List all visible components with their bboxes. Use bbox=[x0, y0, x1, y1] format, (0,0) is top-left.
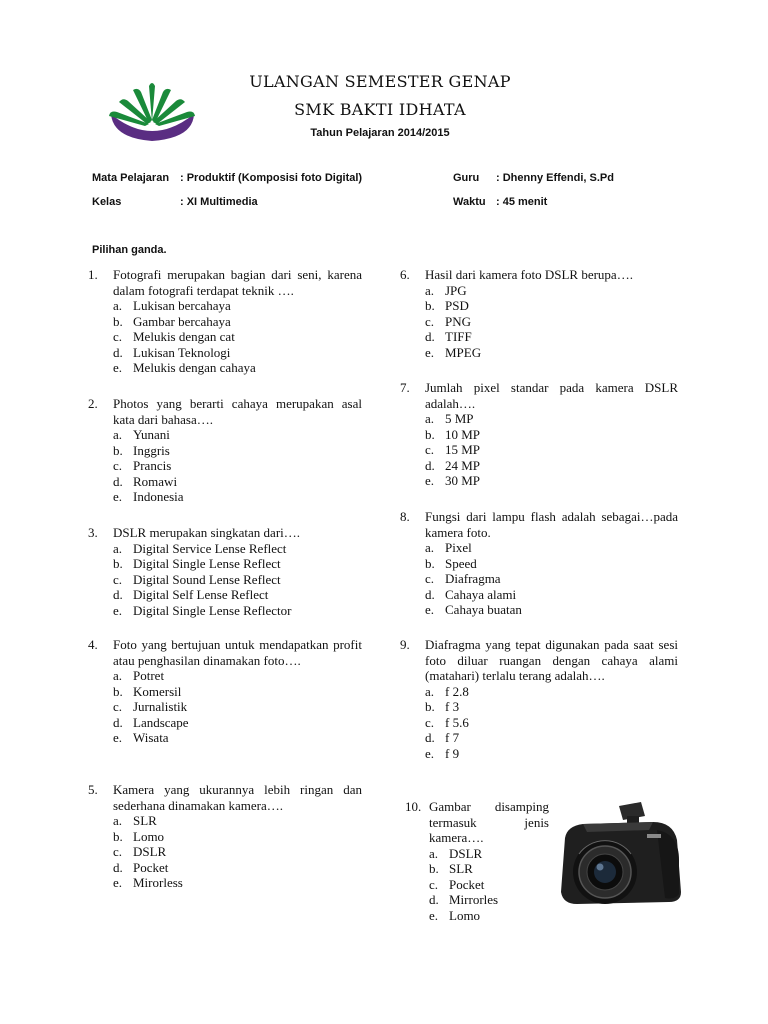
option-text: Digital Self Lense Reflect bbox=[133, 587, 269, 602]
option-c[interactable] bbox=[429, 877, 549, 893]
option-text: DSLR bbox=[133, 844, 167, 859]
option-c[interactable] bbox=[113, 458, 362, 474]
option-letter: e. bbox=[113, 875, 123, 890]
option-text: PSD bbox=[445, 298, 469, 313]
option-c[interactable] bbox=[113, 844, 362, 860]
option-letter: c. bbox=[113, 844, 123, 859]
academic-year: Tahun Pelajaran 2014/2015 bbox=[310, 127, 450, 139]
question-number: 8. bbox=[400, 509, 410, 524]
option-d[interactable] bbox=[425, 730, 678, 746]
option-a[interactable] bbox=[425, 684, 678, 700]
option-a[interactable] bbox=[425, 540, 678, 556]
option-letter: e. bbox=[425, 473, 435, 488]
option-text: f 7 bbox=[445, 730, 460, 745]
option-letter: e. bbox=[425, 344, 435, 360]
option-d[interactable] bbox=[429, 892, 549, 908]
option-letter: d. bbox=[429, 892, 439, 907]
option-letter: c. bbox=[113, 699, 123, 714]
option-e[interactable] bbox=[425, 746, 678, 762]
question-text: Foto yang bertujuan untuk mendapatkan profit atau penghasilan dinamakan foto…. bbox=[113, 637, 362, 668]
question-text: DSLR merupakan singkatan dari…. bbox=[113, 525, 301, 540]
option-e[interactable] bbox=[113, 360, 362, 376]
option-text: f 9 bbox=[445, 745, 460, 761]
question-1 bbox=[88, 267, 362, 376]
option-text: Prancis bbox=[133, 458, 172, 473]
question-number: 3. bbox=[88, 525, 98, 540]
option-e[interactable] bbox=[113, 730, 362, 746]
question-number: 1. bbox=[88, 267, 98, 282]
option-letter: c. bbox=[113, 329, 123, 344]
option-letter: a. bbox=[425, 282, 435, 298]
option-text: Diafragma bbox=[445, 571, 501, 586]
option-text: Yunani bbox=[133, 427, 170, 442]
option-letter: b. bbox=[425, 555, 435, 571]
option-b[interactable] bbox=[425, 298, 678, 314]
option-letter: d. bbox=[425, 730, 435, 745]
option-c[interactable] bbox=[113, 572, 362, 588]
option-c[interactable] bbox=[425, 571, 678, 587]
question-4 bbox=[88, 637, 362, 746]
option-letter: c. bbox=[425, 313, 435, 329]
option-text: f 3 bbox=[445, 699, 460, 714]
option-a[interactable] bbox=[113, 668, 362, 684]
question-text: Fungsi dari lampu flash adalah sebagai…pada kamera foto. bbox=[425, 509, 678, 540]
option-text: 5 MP bbox=[445, 411, 474, 426]
subject-label: Mata Pelajaran bbox=[92, 172, 170, 184]
option-text: MPEG bbox=[445, 344, 482, 360]
option-letter: d. bbox=[113, 714, 123, 730]
option-text: Landscape bbox=[133, 714, 189, 730]
option-text: Melukis dengan cahaya bbox=[133, 360, 256, 375]
question-text: Fotografi merupakan bagian dari seni, karena dalam fotografi terdapat teknik …. bbox=[113, 267, 362, 298]
option-text: 15 MP bbox=[445, 442, 481, 457]
option-b[interactable] bbox=[425, 556, 678, 572]
class-value: : XI Multimedia bbox=[180, 196, 258, 208]
option-a[interactable] bbox=[429, 846, 549, 862]
option-c[interactable] bbox=[425, 314, 678, 330]
option-text: Pocket bbox=[449, 876, 485, 892]
exam-title: ULANGAN SEMESTER GENAP bbox=[249, 72, 511, 91]
question-8 bbox=[400, 509, 678, 618]
option-d[interactable] bbox=[425, 458, 678, 474]
option-letter: d. bbox=[113, 587, 123, 602]
option-a[interactable] bbox=[113, 298, 362, 314]
question-6 bbox=[400, 267, 678, 360]
option-text: PNG bbox=[445, 313, 472, 329]
option-e[interactable] bbox=[425, 473, 678, 489]
school-name: SMK BAKTI IDHATA bbox=[294, 100, 466, 119]
option-d[interactable] bbox=[113, 345, 362, 361]
time-label: Waktu bbox=[453, 196, 486, 208]
option-b[interactable] bbox=[113, 556, 362, 572]
option-letter: a. bbox=[429, 845, 439, 861]
option-c[interactable] bbox=[113, 329, 362, 345]
option-e[interactable] bbox=[429, 908, 549, 924]
option-a[interactable] bbox=[425, 283, 678, 299]
question-number: 5. bbox=[88, 782, 98, 797]
option-letter: c. bbox=[113, 458, 123, 473]
option-text: Lukisan bercahaya bbox=[133, 298, 231, 313]
option-b[interactable] bbox=[113, 684, 362, 700]
option-text: TIFF bbox=[445, 329, 472, 344]
option-letter: e. bbox=[113, 730, 123, 745]
option-text: Digital Service Lense Reflect bbox=[133, 540, 287, 556]
subject-value: : Produktif (Komposisi foto Digital) bbox=[180, 172, 363, 184]
option-letter: e. bbox=[113, 360, 123, 375]
option-text: 10 MP bbox=[445, 426, 481, 442]
option-a[interactable] bbox=[113, 541, 362, 557]
option-letter: e. bbox=[113, 489, 123, 504]
teacher-label: Guru bbox=[453, 172, 480, 184]
question-7 bbox=[400, 380, 678, 489]
option-text: DSLR bbox=[449, 845, 483, 861]
option-text: Lukisan Teknologi bbox=[133, 344, 231, 360]
option-d[interactable] bbox=[113, 474, 362, 490]
option-text: Digital Single Lense Reflect bbox=[133, 556, 281, 571]
option-text: Digital Single Lense Reflector bbox=[133, 602, 292, 618]
option-text: SLR bbox=[133, 813, 157, 828]
question-text: Kamera yang ukurannya lebih ringan dan sederhana dinamakan kamera…. bbox=[113, 782, 362, 813]
option-text: Cahaya alami bbox=[445, 586, 517, 602]
question-number: 2. bbox=[88, 396, 98, 411]
option-letter: a. bbox=[113, 813, 123, 828]
option-b[interactable] bbox=[113, 829, 362, 845]
option-letter: a. bbox=[425, 411, 435, 426]
option-text: Wisata bbox=[133, 730, 169, 745]
option-e[interactable] bbox=[425, 602, 678, 618]
option-letter: c. bbox=[429, 876, 439, 892]
option-letter: b. bbox=[113, 442, 123, 458]
question-10 bbox=[405, 799, 549, 923]
option-text: 30 MP bbox=[445, 473, 481, 488]
question-text: Photos yang berarti cahaya merupakan asal kata dari bahasa…. bbox=[113, 396, 362, 427]
teacher-value: : Dhenny Effendi, S.Pd bbox=[496, 172, 614, 184]
option-text: JPG bbox=[445, 282, 467, 298]
option-letter: c. bbox=[425, 571, 435, 586]
option-letter: a. bbox=[113, 668, 123, 683]
option-d[interactable] bbox=[113, 860, 362, 876]
option-text: Lomo bbox=[133, 828, 165, 844]
option-letter: b. bbox=[429, 861, 439, 876]
question-text: Diafragma yang tepat digunakan pada saat sesi foto diluar ruangan dengan cahaya alami (matahari) terlalu terang adalah…. bbox=[425, 637, 678, 683]
option-letter: a. bbox=[425, 683, 435, 699]
time-value: : 45 menit bbox=[496, 196, 548, 208]
option-letter: b. bbox=[425, 298, 435, 313]
class-label: Kelas bbox=[92, 196, 122, 208]
question-3 bbox=[88, 525, 362, 618]
option-letter: b. bbox=[425, 699, 435, 714]
option-e[interactable] bbox=[113, 489, 362, 505]
option-letter: a. bbox=[113, 427, 123, 442]
option-text: 24 MP bbox=[445, 457, 481, 473]
option-b[interactable] bbox=[429, 861, 549, 877]
question-text: Jumlah pixel standar pada kamera DSLR adalah…. bbox=[425, 380, 678, 411]
option-letter: e. bbox=[429, 907, 439, 923]
option-letter: a. bbox=[113, 540, 123, 556]
option-text: Digital Sound Lense Reflect bbox=[133, 571, 281, 587]
question-number: 7. bbox=[400, 380, 410, 395]
option-letter: c. bbox=[425, 714, 435, 730]
option-text: Speed bbox=[445, 555, 477, 571]
option-letter: c. bbox=[425, 442, 435, 457]
option-text: Potret bbox=[133, 668, 165, 683]
option-c[interactable] bbox=[113, 699, 362, 715]
option-text: Komersil bbox=[133, 683, 182, 699]
option-letter: d. bbox=[425, 586, 435, 602]
option-letter: b. bbox=[113, 683, 123, 699]
option-text: f 5.6 bbox=[445, 714, 469, 730]
option-letter: b. bbox=[113, 556, 123, 571]
question-text: Hasil dari kamera foto DSLR berupa…. bbox=[425, 267, 633, 282]
option-letter: b. bbox=[425, 426, 435, 442]
option-text: Lomo bbox=[449, 907, 481, 923]
option-letter: e. bbox=[425, 602, 435, 617]
question-number: 9. bbox=[400, 637, 410, 652]
option-text: Mirrorles bbox=[449, 892, 499, 907]
option-letter: a. bbox=[113, 298, 123, 313]
option-d[interactable] bbox=[113, 715, 362, 731]
option-text: Melukis dengan cat bbox=[133, 329, 235, 344]
option-letter: c. bbox=[113, 571, 123, 587]
option-letter: b. bbox=[113, 313, 123, 329]
option-e[interactable] bbox=[113, 875, 362, 891]
option-text: Gambar bercahaya bbox=[133, 313, 231, 329]
option-text: Romawi bbox=[133, 473, 178, 489]
option-b[interactable] bbox=[113, 443, 362, 459]
option-text: Jurnalistik bbox=[133, 699, 188, 714]
option-letter: e. bbox=[425, 745, 435, 761]
school-logo-icon bbox=[105, 78, 200, 144]
option-a[interactable] bbox=[113, 427, 362, 443]
option-b[interactable] bbox=[425, 427, 678, 443]
question-2 bbox=[88, 396, 362, 505]
option-a[interactable] bbox=[425, 411, 678, 427]
option-letter: b. bbox=[113, 828, 123, 844]
question-number: 6. bbox=[400, 267, 410, 282]
question-number: 10. bbox=[405, 799, 422, 814]
option-letter: e. bbox=[113, 602, 123, 618]
option-letter: d. bbox=[113, 859, 123, 875]
option-letter: d. bbox=[425, 457, 435, 473]
option-text: Mirorless bbox=[133, 875, 183, 890]
dslr-camera-icon bbox=[557, 800, 683, 906]
option-e[interactable] bbox=[425, 345, 678, 361]
option-d[interactable] bbox=[113, 587, 362, 603]
section-title: Pilihan ganda. bbox=[92, 244, 167, 256]
option-e[interactable] bbox=[113, 603, 362, 619]
option-c[interactable] bbox=[425, 442, 678, 458]
option-text: Indonesia bbox=[133, 489, 184, 504]
question-5 bbox=[88, 782, 362, 891]
option-letter: d. bbox=[113, 344, 123, 360]
question-9 bbox=[400, 637, 678, 761]
option-text: Inggris bbox=[133, 442, 170, 458]
option-text: f 2.8 bbox=[445, 683, 469, 699]
option-text: Pixel bbox=[445, 540, 472, 555]
option-b[interactable] bbox=[425, 699, 678, 715]
option-text: SLR bbox=[449, 861, 473, 876]
option-letter: d. bbox=[425, 329, 435, 344]
option-letter: d. bbox=[113, 473, 123, 489]
option-a[interactable] bbox=[113, 813, 362, 829]
option-text: Cahaya buatan bbox=[445, 602, 522, 617]
question-text: Gambar disamping termasuk jenis kamera…. bbox=[429, 799, 549, 845]
option-letter: a. bbox=[425, 540, 435, 555]
option-c[interactable] bbox=[425, 715, 678, 731]
option-d[interactable] bbox=[425, 587, 678, 603]
option-d[interactable] bbox=[425, 329, 678, 345]
question-number: 4. bbox=[88, 637, 98, 652]
option-b[interactable] bbox=[113, 314, 362, 330]
option-text: Pocket bbox=[133, 859, 169, 875]
